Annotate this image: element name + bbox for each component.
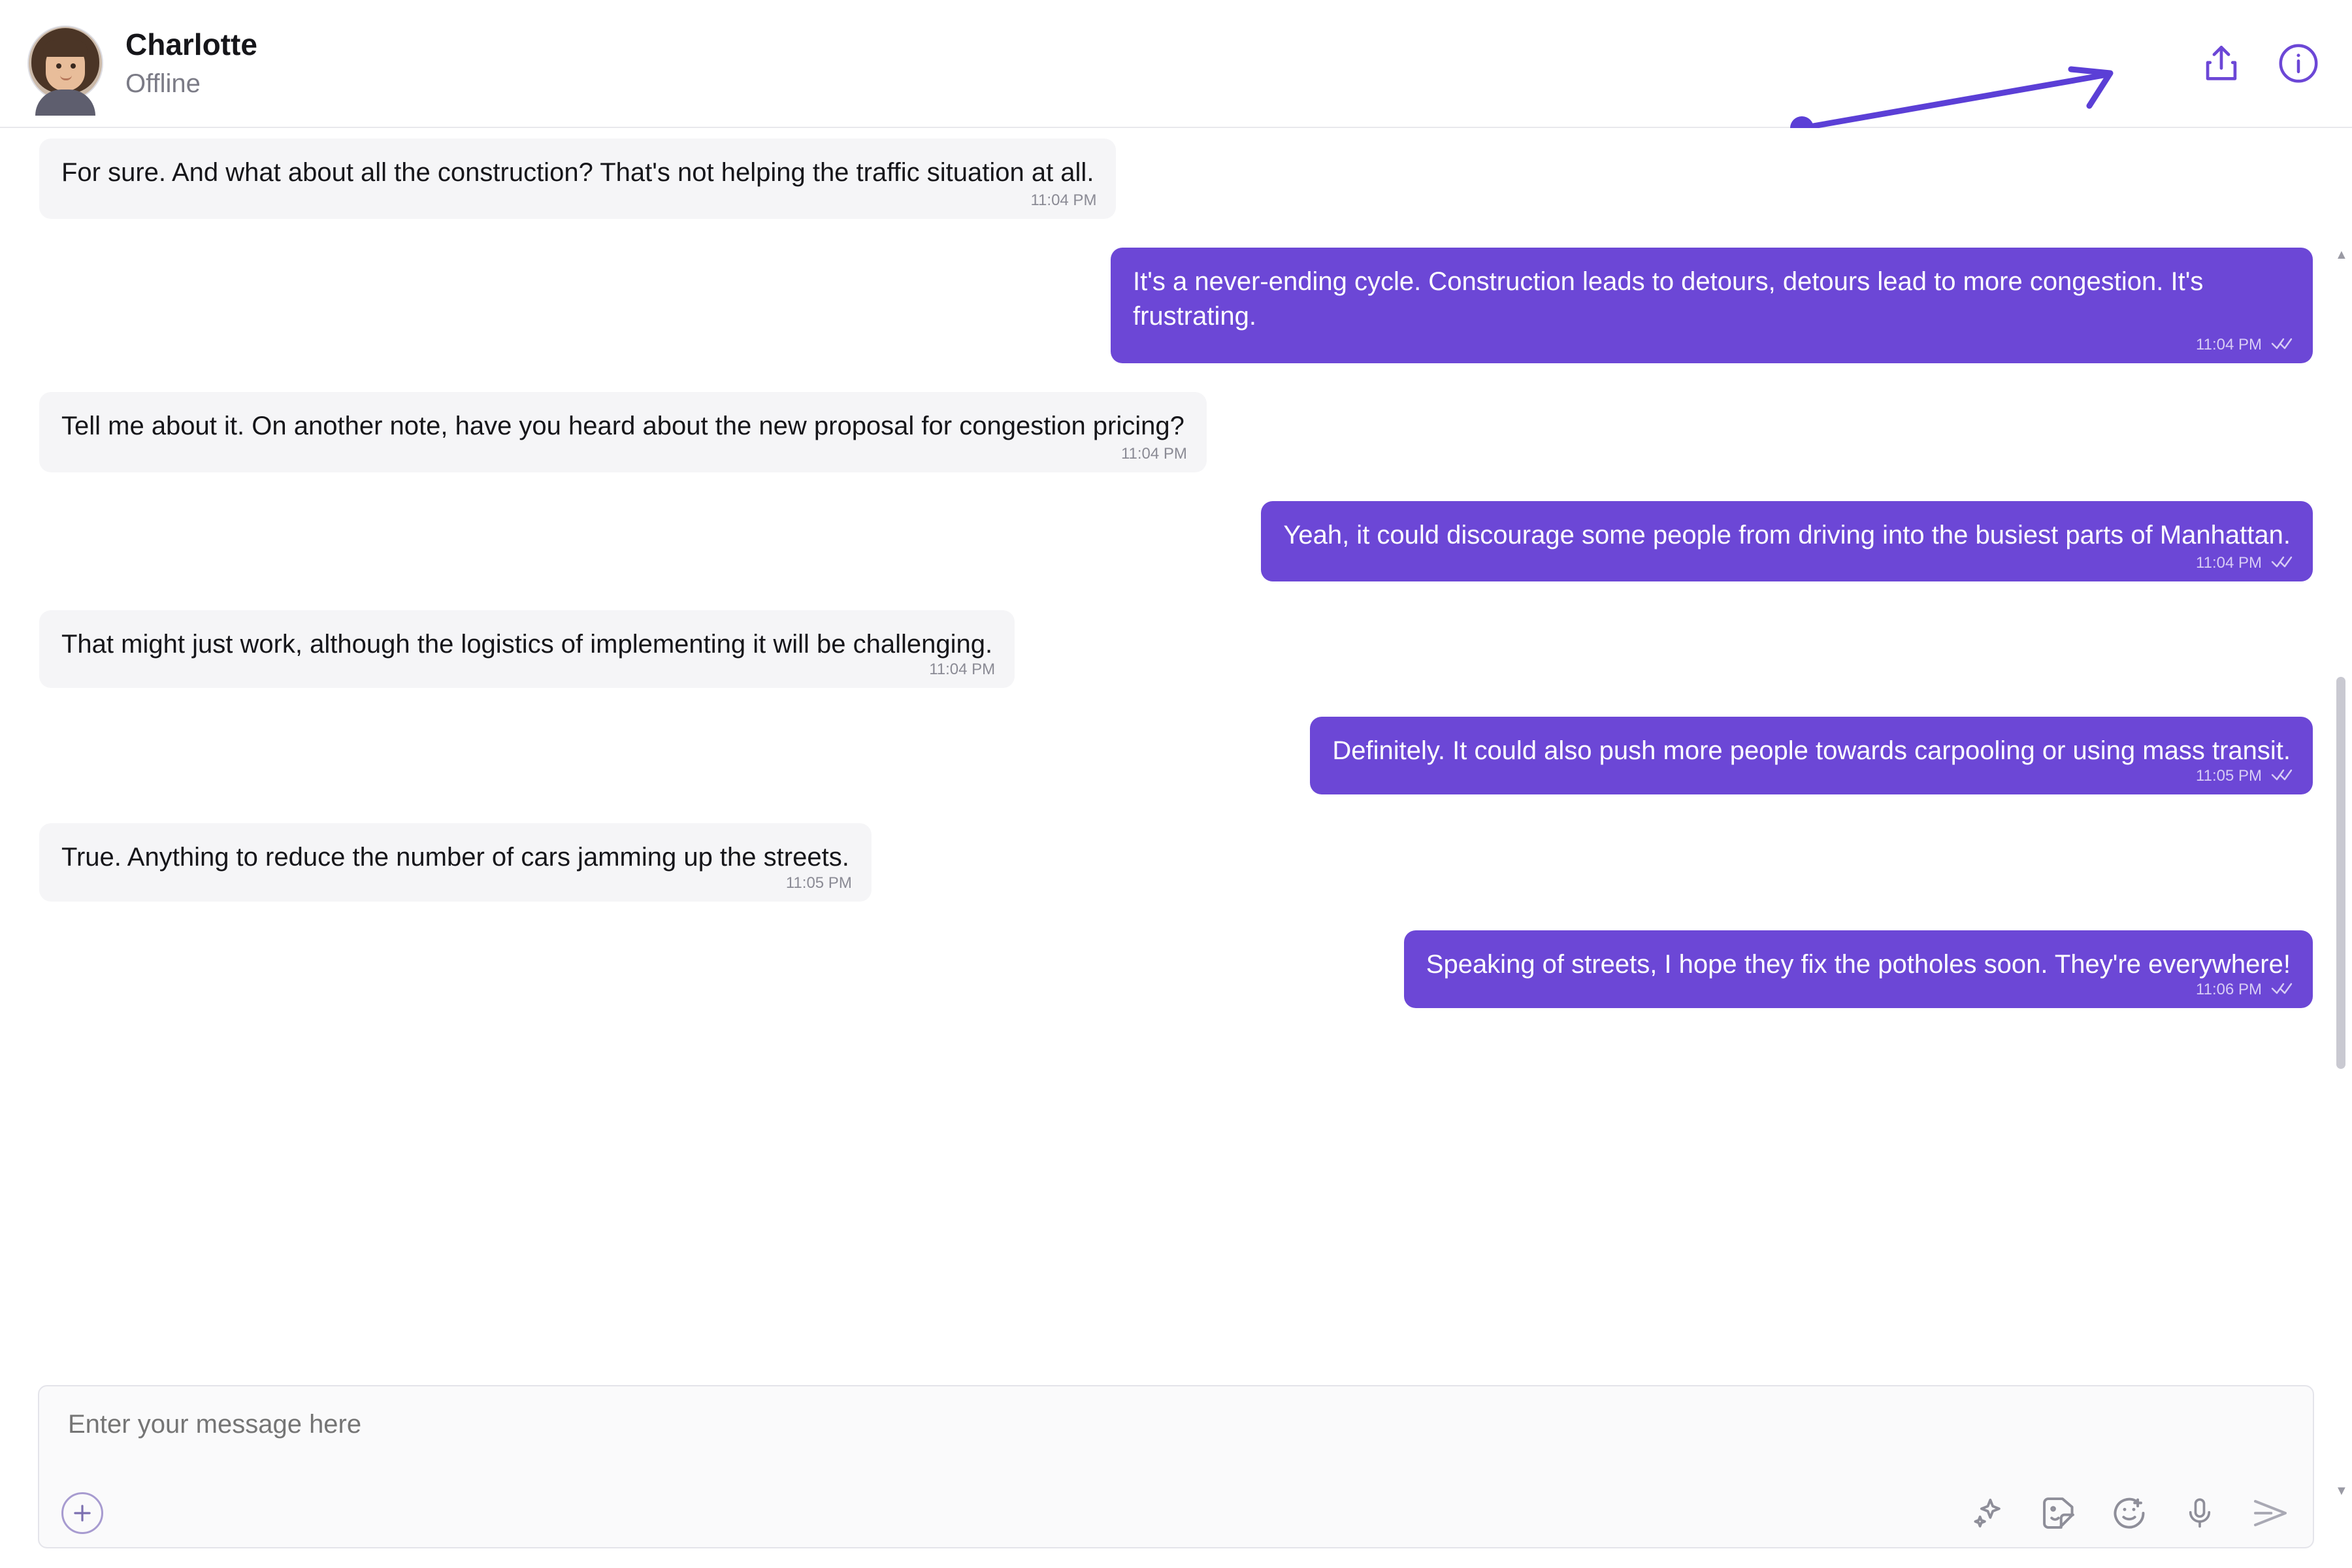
- avatar-shoulders: [35, 90, 95, 116]
- message-meta: [1121, 444, 1187, 465]
- avatar[interactable]: [29, 27, 102, 100]
- message-text: For sure. And what about all the construction? That's not helping the traffic situation at all.: [61, 158, 1094, 187]
- message-bubble-incoming[interactable]: [39, 610, 1015, 688]
- message-bubble-outgoing[interactable]: [1404, 930, 2313, 1008]
- message-input[interactable]: [61, 1403, 2291, 1439]
- contact-status: Offline: [125, 69, 201, 98]
- message-meta: [929, 659, 995, 680]
- message-row: [39, 392, 2313, 472]
- message-time: 11:04 PM: [2196, 554, 2262, 572]
- message-time: 11:04 PM: [1120, 444, 1187, 463]
- attach-plus-icon[interactable]: [61, 1492, 103, 1534]
- message-text: True. Anything to reduce the number of cars jamming up the streets.: [61, 843, 849, 872]
- microphone-icon[interactable]: [2180, 1493, 2220, 1533]
- chat-header: [0, 0, 2352, 128]
- message-row: [39, 823, 2313, 901]
- read-receipt-icon: [2271, 979, 2293, 1000]
- message-row: [39, 248, 2313, 363]
- read-receipt-icon: [2271, 335, 2293, 355]
- message-meta: [2196, 335, 2293, 355]
- message-row: [39, 610, 2313, 688]
- contact-name: Charlotte: [125, 27, 257, 62]
- info-icon[interactable]: [2274, 39, 2323, 88]
- send-icon[interactable]: [2250, 1493, 2291, 1533]
- message-meta: [2196, 979, 2293, 1000]
- message-time: 11:04 PM: [929, 661, 996, 679]
- share-icon[interactable]: [2197, 39, 2246, 88]
- message-text: That might just work, although the logistics of implementing it will be challenging.: [61, 629, 993, 659]
- composer-toolbar: [61, 1492, 2291, 1534]
- read-receipt-icon: [2271, 766, 2293, 787]
- scrollbar-thumb[interactable]: [2336, 677, 2345, 1069]
- message-time: 11:04 PM: [2196, 335, 2262, 353]
- message-bubble-incoming[interactable]: [39, 392, 1207, 472]
- message-time: 11:04 PM: [1030, 191, 1097, 210]
- message-bubble-outgoing[interactable]: [1261, 501, 2313, 581]
- message-row: [39, 930, 2313, 1008]
- message-scrollbar[interactable]: [2335, 248, 2348, 1498]
- message-text: It's a never-ending cycle. Construction leads to detours, detours lead to more congestion. It's frustrating.: [1133, 267, 2204, 331]
- scroll-down-icon[interactable]: ▼: [2335, 1484, 2348, 1498]
- message-text: Definitely. It could also push more people towards carpooling or using mass transit.: [1332, 736, 2291, 766]
- message-list[interactable]: [0, 128, 2352, 1498]
- scroll-up-icon[interactable]: ▲: [2335, 248, 2348, 262]
- header-actions: [2197, 39, 2323, 88]
- emoji-icon[interactable]: [2109, 1493, 2149, 1533]
- message-bubble-incoming[interactable]: [39, 139, 1116, 219]
- message-meta: [786, 873, 852, 894]
- avatar-bangs: [43, 40, 88, 57]
- message-text: Speaking of streets, I hope they fix the potholes soon. They're everywhere!: [1426, 949, 2291, 979]
- message-row: [39, 139, 2313, 219]
- message-text: Yeah, it could discourage some people from driving into the busiest parts of Manhattan.: [1283, 520, 2291, 549]
- message-bubble-outgoing[interactable]: [1111, 248, 2313, 363]
- message-meta: [1030, 190, 1096, 211]
- sparkle-icon[interactable]: [1968, 1493, 2008, 1533]
- composer-tools: [1968, 1493, 2291, 1533]
- message-row: [39, 717, 2313, 794]
- avatar-eye-right: [71, 63, 76, 69]
- avatar-eye-left: [56, 63, 61, 69]
- read-receipt-icon: [2271, 553, 2293, 574]
- message-time: 11:05 PM: [785, 874, 852, 892]
- sticker-icon[interactable]: [2038, 1493, 2079, 1533]
- message-row: [39, 501, 2313, 581]
- message-meta: [2196, 766, 2293, 787]
- contact-info: [125, 26, 257, 101]
- message-time: 11:05 PM: [2196, 767, 2262, 785]
- message-composer[interactable]: [38, 1385, 2314, 1548]
- message-text: Tell me about it. On another note, have you heard about the new proposal for congestion pricing?: [61, 411, 1184, 440]
- message-bubble-outgoing[interactable]: [1310, 717, 2313, 794]
- message-meta: [2196, 553, 2293, 574]
- message-time: 11:06 PM: [2196, 980, 2262, 998]
- message-bubble-incoming[interactable]: [39, 823, 872, 901]
